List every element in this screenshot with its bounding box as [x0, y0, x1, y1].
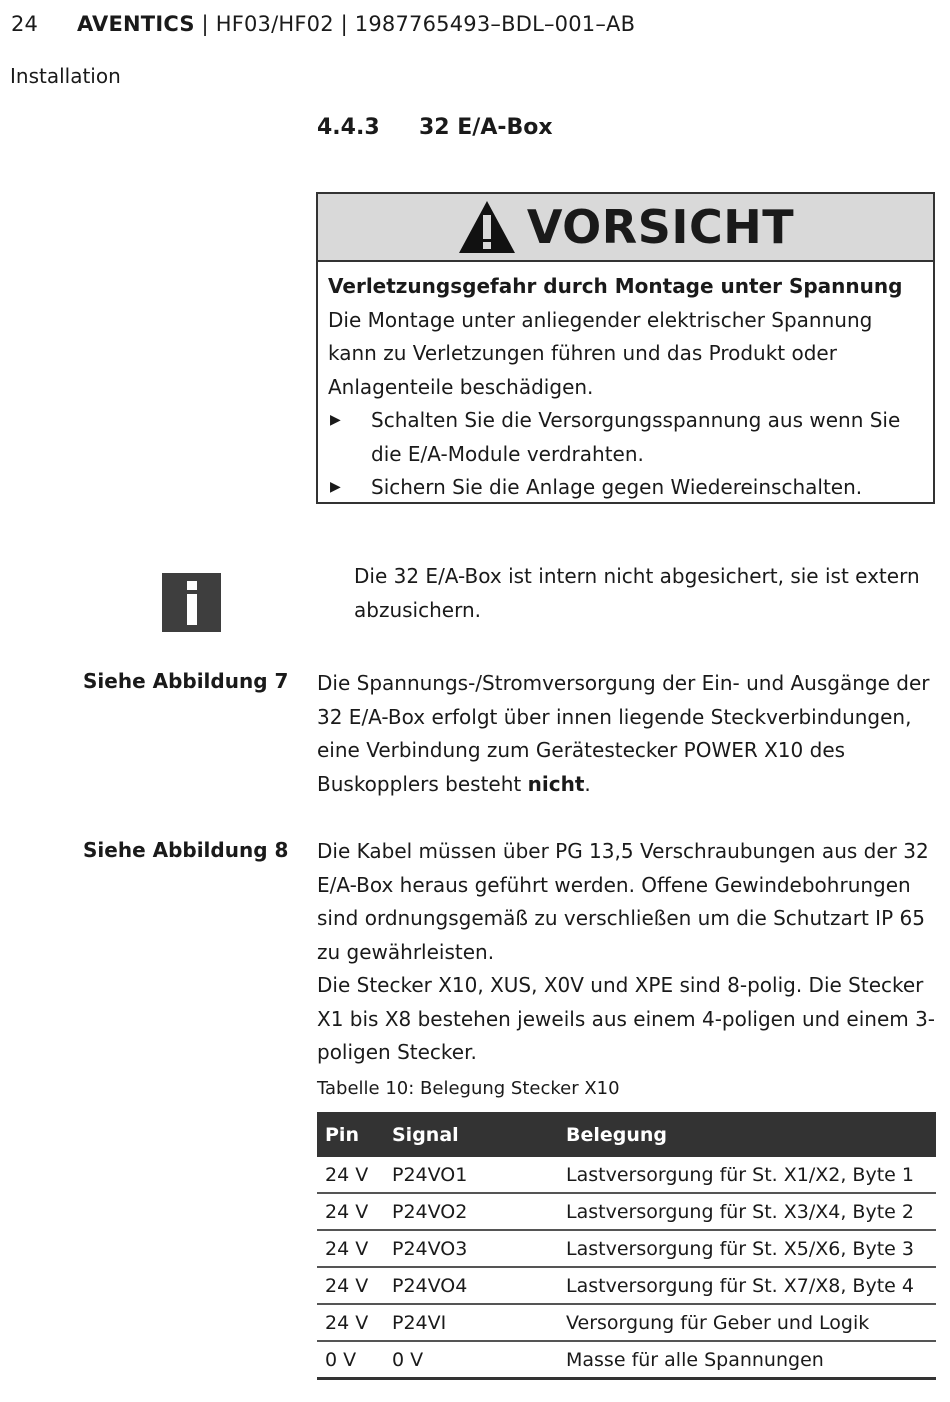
table-row — [317, 1304, 936, 1341]
paragraph-end: . — [584, 771, 591, 796]
caution-bullet — [328, 471, 923, 505]
caution-header — [318, 194, 933, 262]
table-cell: Lastversorgung für St. X1/X2, Byte 1 — [558, 1157, 936, 1193]
table-cell: P24VO1 — [384, 1157, 558, 1193]
table-header-row — [317, 1112, 936, 1157]
column-header: Signal — [384, 1112, 558, 1157]
table-cell: 24 V — [317, 1157, 384, 1193]
paragraph-text: Die Spannungs-/Stromversorgung der Ein- und Ausgänge der 32 E/A-Box erfolgt über innen liegende Steckverbindungen, eine Verbindung zum Gerätestecker POWER X10 des Buskopplers besteht — [317, 671, 930, 796]
bullet-text: Schalten Sie die Versorgungsspannung aus wenn Sie die E/A-Module verdrahten. — [371, 408, 901, 466]
page-number: 24 — [11, 12, 39, 36]
info-note: Die 32 E/A-Box ist intern nicht abgesichert, sie ist extern abzusichern. — [354, 564, 920, 622]
warning-triangle-icon — [457, 199, 517, 255]
section-label: Installation — [10, 64, 121, 88]
table-row — [317, 1157, 936, 1193]
paragraph-text: Die Kabel müssen über PG 13,5 Verschraubungen aus der 32 E/A-Box heraus geführt werden. Offene Gewindebohrungen sind ordnungsgemäß zu verschließen um die Schutzart IP 65 zu gewährleisten. — [317, 839, 929, 964]
table-cell: 0 V — [384, 1341, 558, 1379]
page-header — [11, 12, 635, 36]
table-cell: P24VI — [384, 1304, 558, 1341]
table-cell: Lastversorgung für St. X5/X6, Byte 3 — [558, 1230, 936, 1267]
chapter-heading — [317, 115, 553, 140]
chapter-title: 32 E/A-Box — [419, 115, 553, 140]
paragraph-cables — [317, 835, 942, 1070]
figure-reference: Siehe Abbildung 8 — [83, 838, 289, 862]
table-cell: P24VO4 — [384, 1267, 558, 1304]
caution-bullet — [328, 404, 923, 471]
caution-text: Die Montage unter anliegender elektrischer Spannung kann zu Verletzungen führen und das Produkt oder Anlagenteile beschädigen. — [328, 307, 873, 399]
table-cell: P24VO2 — [384, 1193, 558, 1230]
caution-headline: Verletzungsgefahr durch Montage unter Spannung — [328, 274, 903, 298]
bullet-text: Sichern Sie die Anlage gegen Wiedereinschalten. — [371, 475, 863, 499]
pin-assignment-table — [317, 1112, 936, 1380]
table-row — [317, 1267, 936, 1304]
paragraph-power-supply — [317, 667, 942, 801]
table-cell: P24VO3 — [384, 1230, 558, 1267]
bullet-marker-icon: ▶ — [330, 412, 341, 428]
table-cell: 0 V — [317, 1341, 384, 1379]
column-header: Belegung — [558, 1112, 936, 1157]
bullet-marker-icon: ▶ — [330, 479, 341, 495]
table-row — [317, 1341, 936, 1379]
table-cell: Lastversorgung für St. X3/X4, Byte 2 — [558, 1193, 936, 1230]
brand-name: AVENTICS — [77, 12, 195, 36]
figure-reference: Siehe Abbildung 7 — [83, 669, 289, 693]
caution-body — [318, 262, 933, 505]
emphasis-text: nicht — [527, 771, 585, 796]
table-row — [317, 1230, 936, 1267]
table-cell: Lastversorgung für St. X7/X8, Byte 4 — [558, 1267, 936, 1304]
caution-title: VORSICHT — [526, 200, 795, 254]
table-cell: 24 V — [317, 1230, 384, 1267]
table-cell: 24 V — [317, 1304, 384, 1341]
info-icon — [162, 573, 221, 632]
column-header: Pin — [317, 1112, 384, 1157]
table-row — [317, 1193, 936, 1230]
table-cell: Versorgung für Geber und Logik — [558, 1304, 936, 1341]
chapter-number: 4.4.3 — [317, 115, 380, 140]
table-cell: Masse für alle Spannungen — [558, 1341, 936, 1379]
paragraph-text: Die Stecker X10, XUS, X0V und XPE sind 8-polig. Die Stecker X1 bis X8 bestehen jeweils aus einem 4-poligen und einem 3-poligen Stecker. — [317, 973, 936, 1064]
document-reference: | HF03/HF02 | 1987765493–BDL–001–AB — [194, 12, 636, 36]
table-caption: Tabelle 10: Belegung Stecker X10 — [317, 1078, 620, 1099]
table-cell: 24 V — [317, 1193, 384, 1230]
caution-box — [316, 192, 935, 504]
table-cell: 24 V — [317, 1267, 384, 1304]
